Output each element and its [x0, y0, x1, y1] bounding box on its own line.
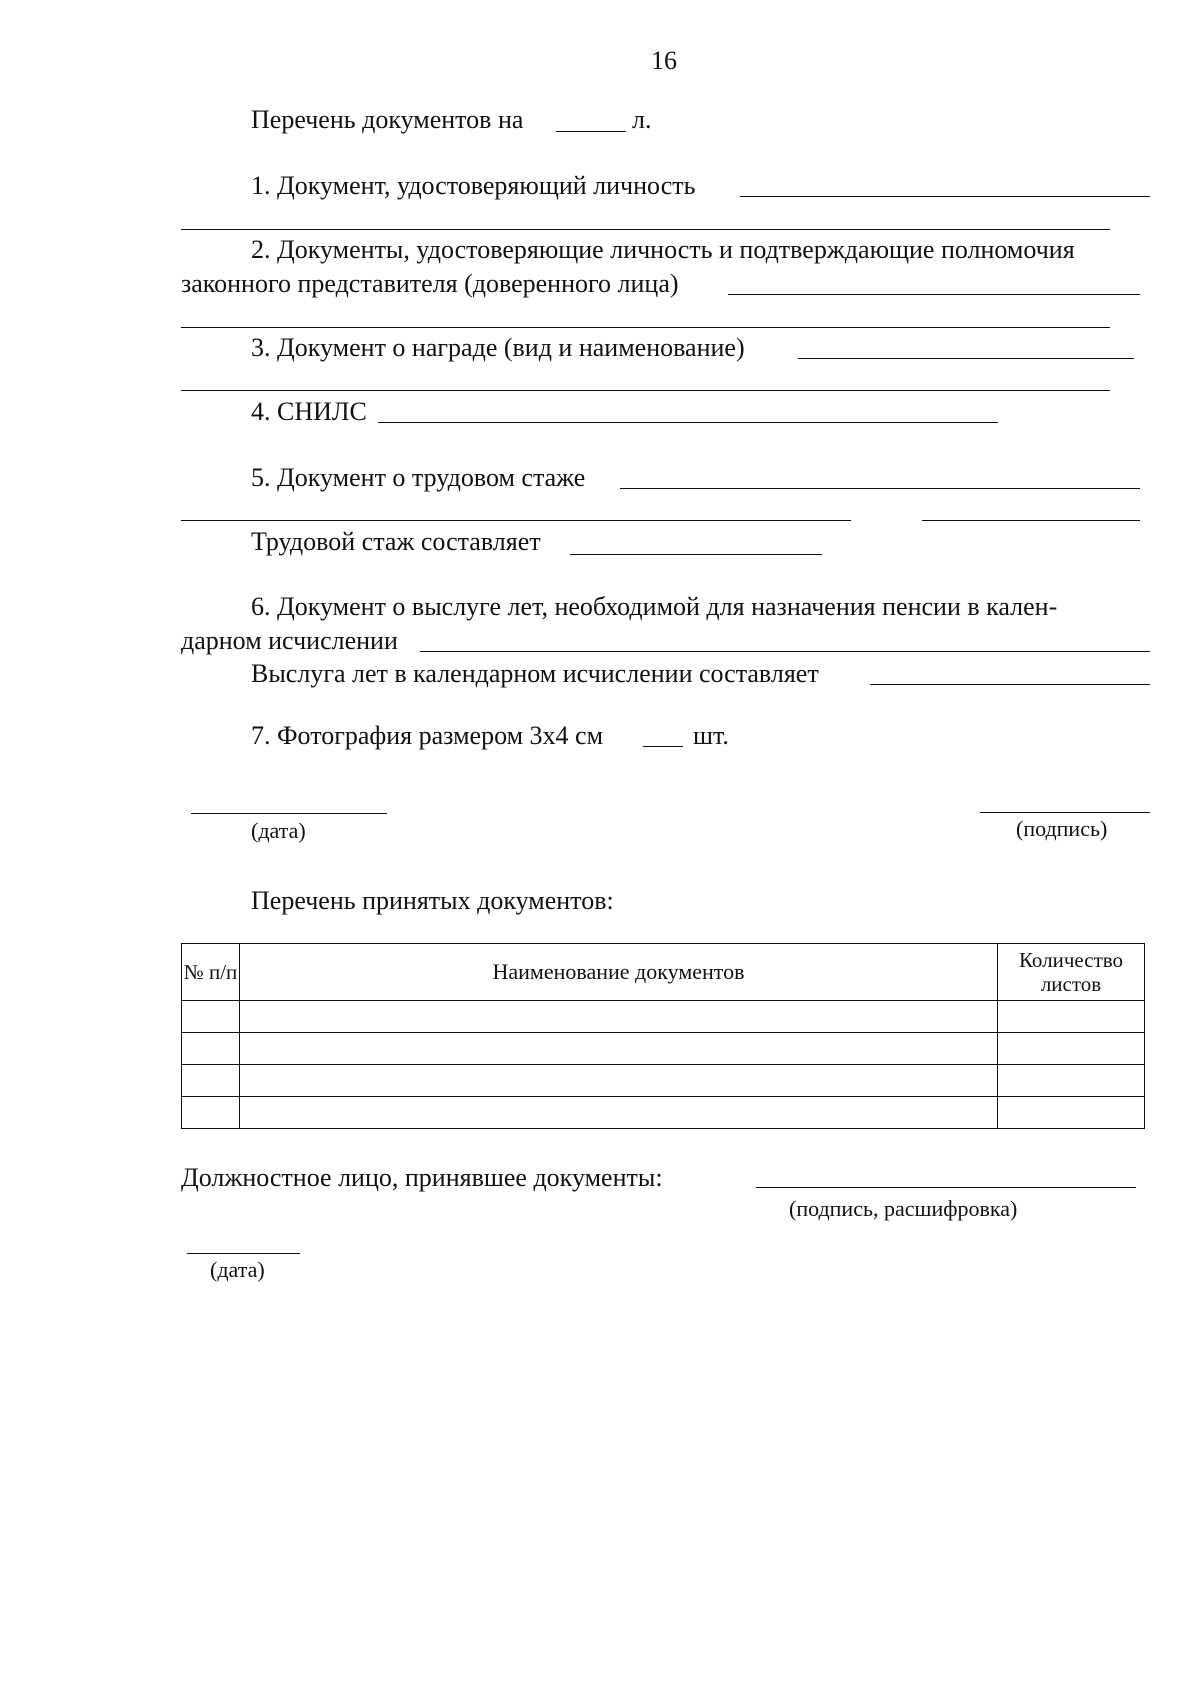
date-caption: (дата): [251, 818, 306, 843]
official-signature-field[interactable]: [756, 1187, 1136, 1188]
column-header-sheet-count: Количество листов: [998, 944, 1145, 1001]
signature-caption: (подпись): [1016, 816, 1108, 841]
column-header-document-name: Наименование документов: [240, 944, 998, 1001]
photo-count-field[interactable]: [643, 746, 683, 747]
table-cell-sheet-count[interactable]: [998, 1001, 1145, 1033]
accepted-documents-title: Перечень принятых документов:: [251, 886, 614, 915]
table-header-row: [182, 944, 1145, 1001]
table-cell-sheet-count[interactable]: [998, 1097, 1145, 1129]
table-cell-document-name[interactable]: [240, 1097, 998, 1129]
snils-field[interactable]: [378, 422, 998, 423]
item-2-field[interactable]: [728, 294, 1140, 295]
service-years-label: Выслуга лет в календарном исчислении составляет: [251, 659, 819, 688]
table-cell-document-name[interactable]: [240, 1001, 998, 1033]
page-number: 16: [651, 46, 677, 75]
accepted-documents-table: [181, 943, 1145, 1129]
item-1-field[interactable]: [740, 196, 1150, 197]
work-experience-label: Трудовой стаж составляет: [251, 527, 541, 556]
item-6-field[interactable]: [420, 651, 1150, 652]
pages-count-field[interactable]: [556, 131, 626, 132]
item-3-label: 3. Документ о награде (вид и наименование): [251, 333, 745, 362]
item-7-unit-label: шт.: [693, 721, 729, 750]
service-years-field[interactable]: [870, 684, 1150, 685]
official-date-caption: (дата): [210, 1257, 265, 1282]
date-field[interactable]: [191, 813, 387, 814]
item-2-label-line-2: законного представителя (доверенного лица): [181, 269, 679, 298]
item-3-field-continuation[interactable]: [181, 390, 1110, 391]
item-1-field-continuation[interactable]: [181, 229, 1110, 230]
official-label: Должностное лицо, принявшее документы:: [181, 1163, 663, 1192]
item-1-label: 1. Документ, удостоверяющий личность: [251, 171, 696, 200]
work-experience-field[interactable]: [570, 554, 822, 555]
table-row: [182, 1001, 1145, 1033]
item-3-field[interactable]: [798, 358, 1134, 359]
table-cell-sheet-count[interactable]: [998, 1065, 1145, 1097]
item-7-label: 7. Фотография размером 3х4 см: [251, 721, 604, 750]
item-2-label-line-1: 2. Документы, удостоверяющие личность и подтверждающие полномочия: [251, 235, 1075, 264]
documents-count-label: Перечень документов на: [251, 105, 524, 134]
table-row: [182, 1033, 1145, 1065]
item-5-field-continuation-right[interactable]: [922, 520, 1140, 521]
item-4-label: 4. СНИЛС: [251, 397, 367, 426]
table-row: [182, 1065, 1145, 1097]
table-cell-document-name[interactable]: [240, 1033, 998, 1065]
item-6-label-line-2: дарном исчислении: [181, 626, 398, 655]
item-6-label-line-1: 6. Документ о выслуге лет, необходимой для назначения пенсии в кален-: [251, 592, 1058, 621]
column-header-number: № п/п: [182, 944, 240, 1001]
table-cell-number[interactable]: [182, 1097, 240, 1129]
item-5-field[interactable]: [620, 488, 1140, 489]
official-date-field[interactable]: [187, 1253, 300, 1254]
table-row: [182, 1097, 1145, 1129]
signature-field[interactable]: [980, 812, 1150, 813]
official-signature-caption: (подпись, расшифровка): [789, 1196, 1018, 1221]
table-cell-number[interactable]: [182, 1065, 240, 1097]
item-2-field-continuation[interactable]: [181, 327, 1110, 328]
table-cell-number[interactable]: [182, 1001, 240, 1033]
table-cell-number[interactable]: [182, 1033, 240, 1065]
item-5-field-continuation-left[interactable]: [181, 520, 851, 521]
table-cell-sheet-count[interactable]: [998, 1033, 1145, 1065]
table-cell-document-name[interactable]: [240, 1065, 998, 1097]
pages-unit-label: л.: [632, 105, 652, 134]
item-5-label: 5. Документ о трудовом стаже: [251, 463, 586, 492]
